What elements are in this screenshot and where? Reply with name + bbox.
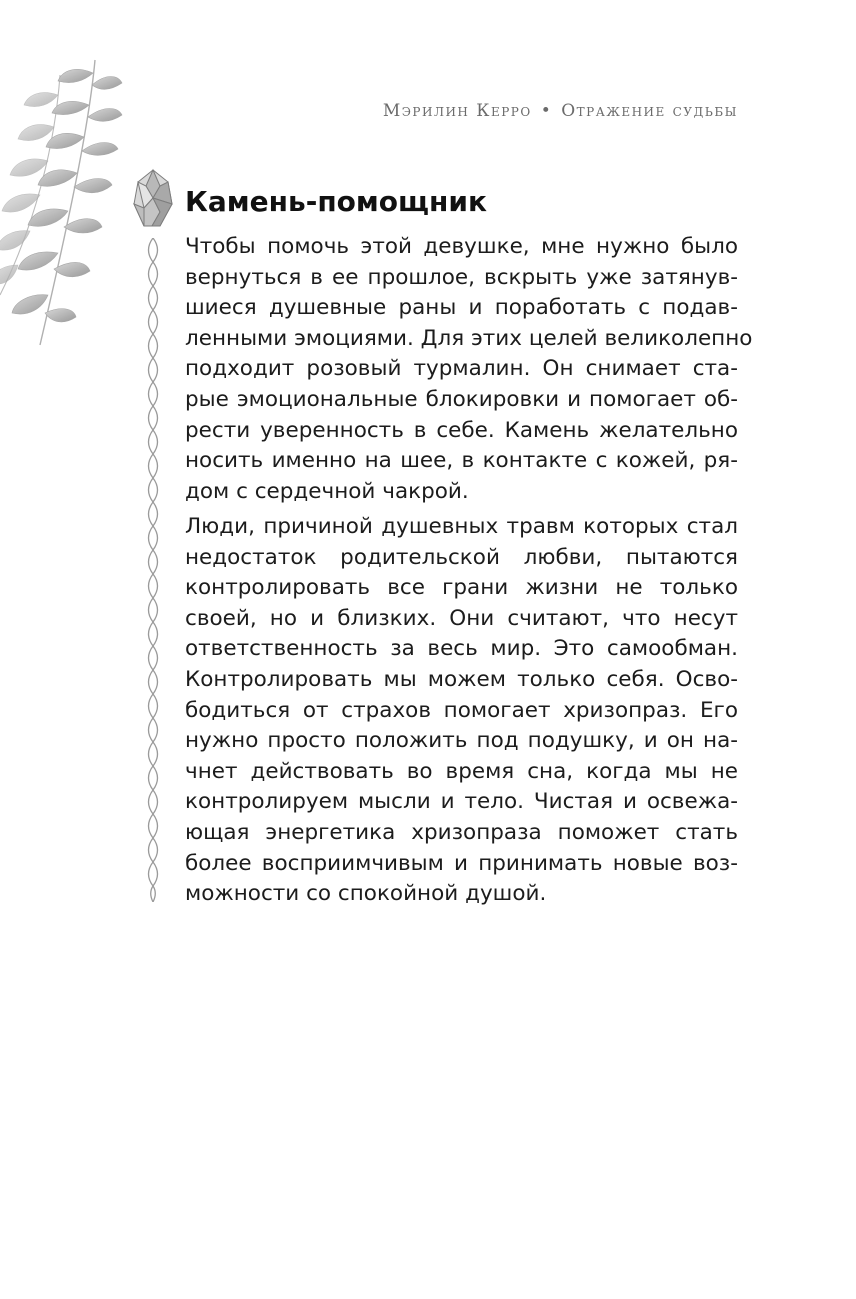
text-line: шиеся душевные раны и поработать с подав- xyxy=(185,295,738,321)
text-line: недостаток родительской любви, пытаются xyxy=(185,544,738,570)
text-line: рести уверенность в себе. Камень желательно xyxy=(185,417,738,443)
paragraph-2 xyxy=(185,512,738,910)
section-title: Камень-помощник xyxy=(185,185,487,218)
text-line: более восприимчивым и принимать новые воз- xyxy=(185,850,738,876)
running-header xyxy=(383,101,738,121)
text-line: рые эмоциональные блокировки и помогает об- xyxy=(185,386,738,412)
text-line: чнет действовать во время сна, когда мы не xyxy=(185,758,738,784)
text-line: дом с сердечной чакрой. xyxy=(185,478,469,504)
text-line: можности со спокойной душой. xyxy=(185,881,547,907)
header-author: Мэрилин Керро xyxy=(382,101,532,121)
text-line: ленными эмоциями. Для этих целей великолепно xyxy=(185,325,753,351)
header-book-title: Отражение судьбы xyxy=(561,101,738,121)
text-line: ответственность за весь мир. Это самообман. xyxy=(185,636,738,662)
text-line: Контролировать мы можем только себя. Осво- xyxy=(185,666,738,692)
text-line: подходит розовый турмалин. Он снимает ста- xyxy=(185,356,738,382)
text-line: своей, но и близких. Они считают, что несут xyxy=(185,605,738,631)
fern-leaves-icon xyxy=(0,55,140,355)
paragraph-1 xyxy=(185,232,753,507)
vine-border-icon xyxy=(143,238,163,902)
text-line: ющая энергетика хризопраза поможет стать xyxy=(185,819,738,845)
text-line: Люди, причиной душевных травм которых стал xyxy=(185,514,738,539)
text-line: нужно просто положить под подушку, и он на- xyxy=(185,728,738,754)
text-line: контролировать все грани жизни не только xyxy=(185,575,738,601)
text-line: носить именно на шее, в контакте с кожей, ря- xyxy=(185,448,738,474)
text-line: контролируем мысли и тело. Чистая и освежа- xyxy=(185,789,738,815)
crystal-icon xyxy=(130,168,176,230)
text-line: вернуться в ее прошлое, вскрыть уже затянув- xyxy=(185,264,738,290)
text-line: бодиться от страхов помогает хризопраз. Его xyxy=(185,697,738,723)
header-separator: • xyxy=(540,101,553,121)
text-line: Чтобы помочь этой девушке, мне нужно было xyxy=(185,234,738,259)
